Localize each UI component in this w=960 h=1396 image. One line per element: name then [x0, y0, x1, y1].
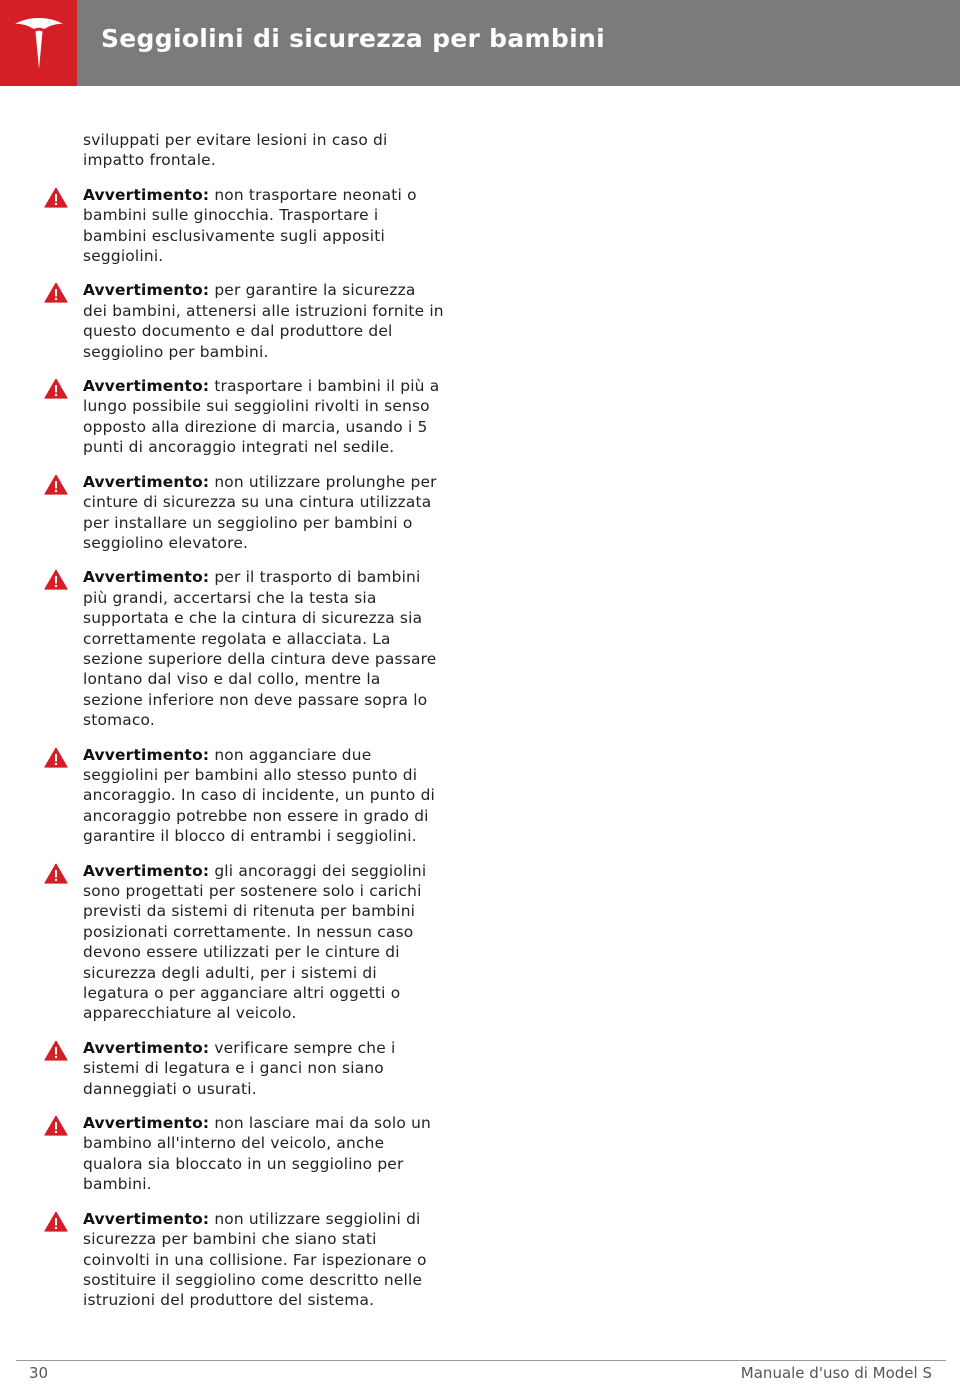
footer-divider: [16, 1360, 946, 1361]
warning-label: Avvertimento:: [83, 568, 210, 587]
warning-item: [44, 280, 444, 362]
warning-text: verificare sempre che i sistemi di legatura e i ganci non siano danneggiati o usurati.: [83, 1038, 396, 1098]
warning-text: non trasportare neonati o bambini sulle ginocchia. Trasportare i bambini esclusivamente sugli appositi seggiolini.: [83, 185, 417, 266]
warning-text: trasportare i bambini il più a lungo possibile sui seggiolini rivolti in senso opposto alla direzione di marcia, usando i 5 punti di ancoraggio integrati nel sedile.: [83, 377, 440, 457]
footer-manual-title: Manuale d'uso di Model S: [740, 1364, 932, 1382]
warning-item: [44, 745, 444, 847]
warning-item: [44, 567, 444, 730]
warning-label: Avvertimento:: [83, 1038, 210, 1057]
warning-text: non utilizzare prolunghe per cinture di sicurezza su una cintura utilizzata per installare un seggiolino per bambini o seggiolino elevatore.: [83, 472, 437, 552]
page-title: Seggiolini di sicurezza per bambini: [101, 24, 605, 53]
tesla-logo: [0, 0, 77, 86]
warning-label: Avvertimento:: [83, 472, 210, 491]
warning-triangle-icon: [44, 1115, 68, 1136]
warning-triangle-icon: [44, 569, 68, 590]
warning-triangle-icon: [44, 1040, 68, 1061]
warning-label: Avvertimento:: [83, 745, 210, 764]
warning-triangle-icon: [44, 474, 68, 495]
warning-triangle-icon: [44, 1211, 68, 1232]
tesla-logo-icon: [13, 15, 65, 71]
warning-triangle-icon: [44, 863, 68, 884]
warning-label: Avvertimento:: [83, 861, 210, 880]
warning-triangle-icon: [44, 378, 68, 399]
warning-label: Avvertimento:: [83, 377, 210, 396]
warning-label: Avvertimento:: [83, 281, 210, 300]
warning-item: [44, 185, 444, 267]
warning-text: per il trasporto di bambini più grandi, accertarsi che la testa sia supportata e che la cintura di sicurezza sia correttamente regolata e allacciata. La sezione superiore della cintura deve passare lontano dal viso e dal collo, mentre la sezione inferiore non deve passare sopra lo stomaco.: [83, 568, 437, 730]
document-body: [44, 130, 444, 1325]
warning-triangle-icon: [44, 187, 68, 208]
warning-text: non agganciare due seggiolini per bambini allo stesso punto di ancoraggio. In caso di incidente, un punto di ancoraggio potrebbe non essere in grado di garantire il blocco di entrambi i seggiolini.: [83, 745, 436, 846]
warning-item: [44, 1113, 444, 1195]
warning-label: Avvertimento:: [83, 1209, 210, 1228]
warning-label: Avvertimento:: [83, 1114, 210, 1133]
page-header: [0, 0, 960, 86]
warnings-list: [44, 185, 444, 1311]
warning-triangle-icon: [44, 747, 68, 768]
warning-text: non lasciare mai da solo un bambino all'interno del veicolo, anche qualora sia bloccato in un seggiolino per bambini.: [83, 1114, 431, 1194]
warning-text: non utilizzare seggiolini di sicurezza per bambini che siano stati coinvolti in una collisione. Far ispezionare o sostituire il seggiolino come descritto nelle istruzioni del produttore del sistema.: [83, 1209, 427, 1310]
warning-text: gli ancoraggi dei seggiolini sono progettati per sostenere solo i carichi previsti da sistemi di ritenuta per bambini posizionati correttamente. In nessun caso devono essere utilizzati per le cinture di sicurezza degli adulti, per i sistemi di legatura o per agganciare altri oggetti o apparecchiature al veicolo.: [83, 861, 427, 1023]
warning-item: [44, 1038, 444, 1099]
warning-item: [44, 376, 444, 458]
warning-label: Avvertimento:: [83, 185, 210, 204]
page-number: 30: [29, 1364, 49, 1382]
warning-item: [44, 861, 444, 1024]
warning-item: [44, 472, 444, 554]
intro-paragraph: sviluppati per evitare lesioni in caso di impatto frontale.: [83, 131, 388, 170]
warning-triangle-icon: [44, 282, 68, 303]
warning-item: [44, 1209, 444, 1311]
warning-text: per garantire la sicurezza dei bambini, attenersi alle istruzioni fornite in questo documento e dal produttore del seggiolino per bambini.: [83, 281, 444, 361]
